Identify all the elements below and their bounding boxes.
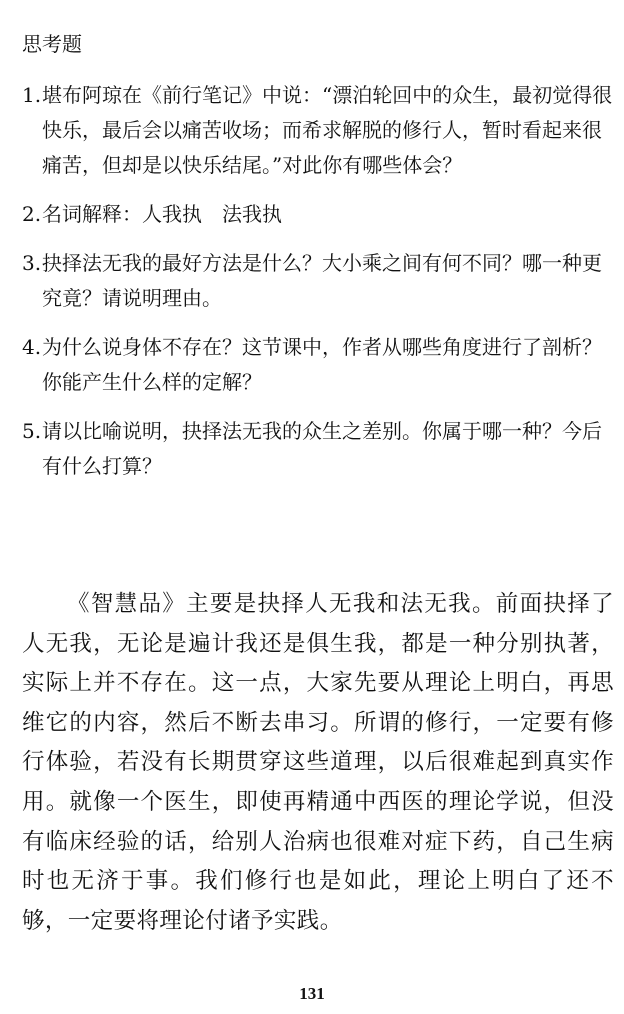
question-number: 4. <box>22 335 42 359</box>
question-number: 5. <box>22 419 42 443</box>
question-item <box>22 78 614 183</box>
question-text: 请以比喻说明，抉择法无我的众生之差别。你属于哪一种？今后有什么打算？ <box>42 419 602 478</box>
question-text: 抉择法无我的最好方法是什么？大小乘之间有何不同？哪一种更究竟？请说明理由。 <box>42 251 602 310</box>
question-number: 3. <box>22 251 42 275</box>
question-item <box>22 330 614 400</box>
question-number: 2. <box>22 202 42 226</box>
question-text: 堪布阿琼在《前行笔记》中说：“漂泊轮回中的众生，最初觉得很快乐，最后会以痛苦收场；而希求解脱的修行人，暂时看起来很痛苦，但却是以快乐结尾。”对此你有哪些体会？ <box>42 83 613 177</box>
question-item <box>22 197 614 232</box>
page-number: 131 <box>299 984 325 1003</box>
question-item <box>22 246 614 316</box>
essay-paragraph: 《智慧品》主要是抉择人无我和法无我。前面抉择了人无我，无论是遍计我还是俱生我，都是一种分别执著，实际上并不存在。这一点，大家先要从理论上明白，再思维它的内容，然后不断去串习。所谓的修行，一定要有修行体验，若没有长期贯穿这些道理，以后很难起到真实作用。就像一个医生，即使再精通中西医的理论学说，但没有临床经验的话，给别人治病也很难对症下药，自己生病时也无济于事。我们修行也是如此，理论上明白了还不够，一定要将理论付诸予实践。 <box>22 591 614 934</box>
question-text: 名词解释：人我执 法我执 <box>42 202 282 226</box>
question-text: 为什么说身体不存在？这节课中，作者从哪些角度进行了剖析？你能产生什么样的定解？ <box>42 335 602 394</box>
question-item <box>22 414 614 484</box>
question-number: 1. <box>22 83 42 107</box>
question-list <box>22 78 614 498</box>
section-title: 思考题 <box>22 32 82 56</box>
